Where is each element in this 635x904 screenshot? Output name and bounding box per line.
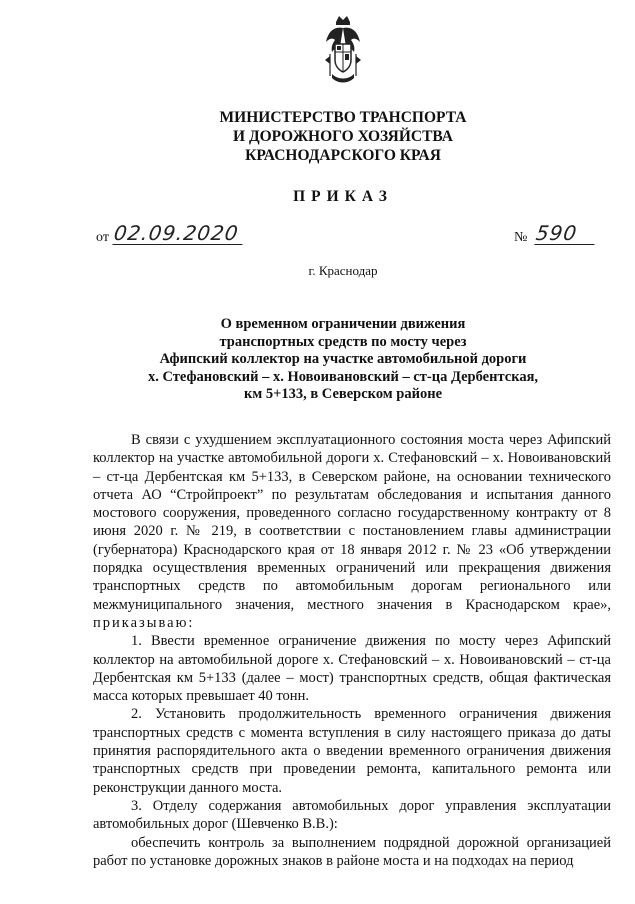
- number-prefix: №: [514, 230, 528, 245]
- ministry-name: [150, 108, 536, 165]
- paragraph-item-3: 3. Отделу содержания автомобильных дорог управления эксплуатации автомобильных дорог (Шевченко В.В.):: [93, 797, 611, 833]
- paragraph-item-2: 2. Установить продолжительность временного ограничения движения транспортных средств с момента вступления в силу настоящего приказа до даты принятия распорядительного акта о введении временного ограничения движения транспортных средств при проведении ремонта, капитального ремонта или реконструкции данного моста.: [93, 706, 611, 796]
- title-line-2: транспортных средств по мосту через: [219, 333, 467, 350]
- paragraph-item-1: 1. Ввести временное ограничение движения по мосту через Афипский коллектор на автомобильной дороге х. Стефановский – х. Новоивановский – ст-ца Дербентская км 5+133 (далее – мост) транспортных средств, общая фактическая масса которых превышает 40 тонн.: [93, 633, 611, 705]
- paragraph-item-3-detail: обеспечить контроль за выполнением подрядной дорожной организацией работ по установке дорожных знаков в районе моста и на подходах на период: [93, 834, 611, 869]
- ministry-line-1: МИНИСТЕРСТВО ТРАНСПОРТА: [219, 109, 467, 126]
- number-value: 590: [534, 222, 597, 245]
- city: г. Краснодар: [308, 263, 378, 278]
- date-number-row: [96, 222, 596, 248]
- order-word: приказываю:: [93, 614, 195, 631]
- title-line-3: Афипский коллектор на участке автомобильной дороги: [159, 351, 527, 367]
- document-title: [90, 316, 596, 404]
- date-value: 02.09.2020: [112, 222, 245, 245]
- coat-of-arms-icon: [324, 14, 362, 86]
- title-line-5: км 5+133, в Северском районе: [243, 386, 443, 402]
- ministry-line-2: И ДОРОЖНОГО ХОЗЯЙСТВА: [233, 128, 453, 145]
- document-body: [93, 431, 611, 870]
- title-line-1: О временном ограничении движения: [220, 316, 466, 332]
- paragraph-preamble: [93, 431, 611, 632]
- date-prefix: от: [96, 230, 109, 245]
- title-line-4: х. Стефановский – х. Новоивановский – ст-ца Дербентская,: [147, 368, 539, 385]
- ministry-line-3: КРАСНОДАРСКОГО КРАЯ: [245, 147, 441, 164]
- document-type: ПРИКАЗ: [293, 188, 393, 205]
- preamble-text: В связи с ухудшением эксплуатационного состояния моста через Афипский коллектор на участке автомобильной дороги х. Стефановский – х. Новоивановский – ст-ца Дербентская км 5+133, в Северском районе, на основании технического отчета АО “Стройпроект” по результатам обследования и испытания данного мостового сооружения, проведенного согласно государственному контракту от 8 июня 2020 г. № 219, в соответствии с постановлением главы администрации (губернатора) Краснодарского края от 18 января 2012 г. № 23 «Об утверждении порядка осуществления временных ограничений или прекращения движения транспортных средств по автомобильным дорогам регионального или межмуниципального значения, местного значения в Краснодарском крае»,: [93, 432, 611, 613]
